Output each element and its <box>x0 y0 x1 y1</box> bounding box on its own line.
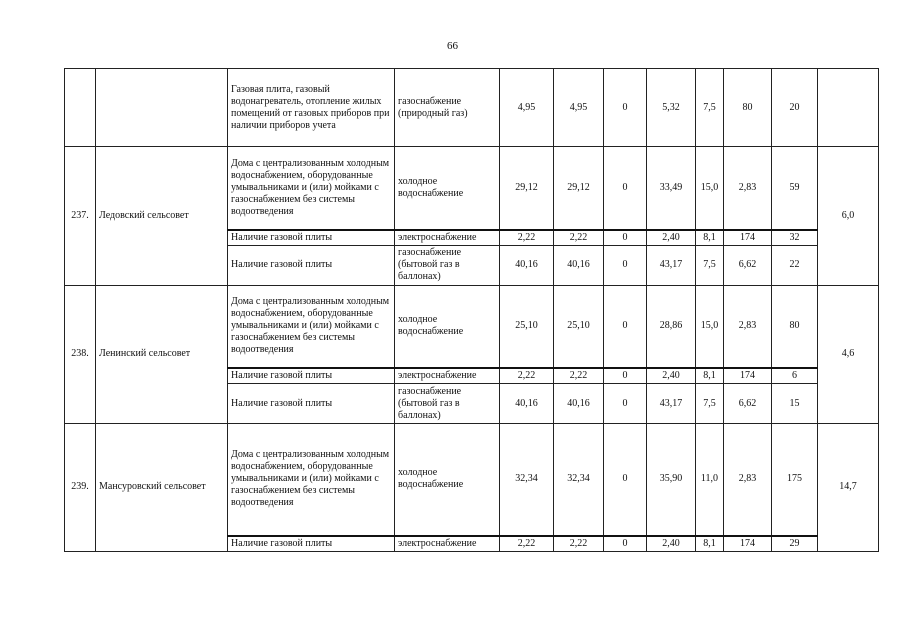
service-cell: газоснабжение (бытовой газ в баллонах) <box>395 384 500 424</box>
value-cell: 8,1 <box>696 368 724 384</box>
value-cell: 0 <box>604 69 647 147</box>
table-row <box>65 424 879 536</box>
value-cell: 2,22 <box>554 230 604 246</box>
table-row <box>65 285 879 368</box>
value-cell: 4,95 <box>500 69 554 147</box>
row-number-cell: 237. <box>65 147 96 286</box>
tariff-table-wrapper <box>64 68 879 552</box>
value-cell: 35,90 <box>647 424 696 536</box>
service-cell: газоснабжение (бытовой газ в баллонах) <box>395 245 500 285</box>
value-cell: 2,22 <box>500 230 554 246</box>
row-number-cell: 239. <box>65 424 96 552</box>
total-cell <box>818 69 879 147</box>
value-cell: 20 <box>772 69 818 147</box>
table-row <box>65 69 879 147</box>
value-cell: 2,22 <box>554 368 604 384</box>
value-cell: 0 <box>604 424 647 536</box>
value-cell: 7,5 <box>696 384 724 424</box>
value-cell: 2,40 <box>647 368 696 384</box>
description-cell: Дома с централизованным холодным водоснабжением, оборудованные умывальниками и (или) мойками с газоснабжением без системы водоотведения <box>228 285 395 368</box>
service-cell: электроснабжение <box>395 230 500 246</box>
value-cell: 32,34 <box>500 424 554 536</box>
service-cell: электроснабжение <box>395 536 500 552</box>
value-cell: 174 <box>724 368 772 384</box>
value-cell: 2,83 <box>724 147 772 230</box>
value-cell: 59 <box>772 147 818 230</box>
value-cell: 80 <box>772 285 818 368</box>
description-cell: Дома с централизованным холодным водоснабжением, оборудованные умывальниками и (или) мойками с газоснабжением без системы водоотведения <box>228 424 395 536</box>
value-cell: 11,0 <box>696 424 724 536</box>
value-cell: 43,17 <box>647 245 696 285</box>
settlement-name-cell <box>96 69 228 147</box>
total-cell: 14,7 <box>818 424 879 552</box>
value-cell: 29,12 <box>554 147 604 230</box>
value-cell: 8,1 <box>696 536 724 552</box>
row-number-cell <box>65 69 96 147</box>
value-cell: 28,86 <box>647 285 696 368</box>
value-cell: 2,22 <box>500 368 554 384</box>
value-cell: 0 <box>604 245 647 285</box>
description-cell: Наличие газовой плиты <box>228 536 395 552</box>
value-cell: 0 <box>604 536 647 552</box>
settlement-name-cell: Мансуровский сельсовет <box>96 424 228 552</box>
value-cell: 29,12 <box>500 147 554 230</box>
value-cell: 0 <box>604 384 647 424</box>
service-cell: газоснабжение (природный газ) <box>395 69 500 147</box>
description-cell: Дома с централизованным холодным водоснабжением, оборудованные умывальниками и (или) мойками с газоснабжением без системы водоотведения <box>228 147 395 230</box>
value-cell: 0 <box>604 230 647 246</box>
value-cell: 175 <box>772 424 818 536</box>
row-number-cell: 238. <box>65 285 96 424</box>
value-cell: 0 <box>604 147 647 230</box>
value-cell: 29 <box>772 536 818 552</box>
value-cell: 25,10 <box>500 285 554 368</box>
service-cell: холодное водоснабжение <box>395 424 500 536</box>
description-cell: Наличие газовой плиты <box>228 368 395 384</box>
value-cell: 7,5 <box>696 69 724 147</box>
description-cell: Наличие газовой плиты <box>228 384 395 424</box>
value-cell: 40,16 <box>554 384 604 424</box>
value-cell: 22 <box>772 245 818 285</box>
description-cell: Наличие газовой плиты <box>228 230 395 246</box>
value-cell: 2,40 <box>647 536 696 552</box>
value-cell: 0 <box>604 285 647 368</box>
value-cell: 40,16 <box>500 245 554 285</box>
service-cell: холодное водоснабжение <box>395 147 500 230</box>
settlement-name-cell: Ленинский сельсовет <box>96 285 228 424</box>
value-cell: 2,40 <box>647 230 696 246</box>
value-cell: 2,83 <box>724 424 772 536</box>
value-cell: 6 <box>772 368 818 384</box>
table-row <box>65 147 879 230</box>
value-cell: 0 <box>604 368 647 384</box>
page-number: 66 <box>447 40 458 52</box>
value-cell: 33,49 <box>647 147 696 230</box>
total-cell: 6,0 <box>818 147 879 286</box>
value-cell: 40,16 <box>500 384 554 424</box>
value-cell: 2,22 <box>500 536 554 552</box>
value-cell: 80 <box>724 69 772 147</box>
value-cell: 15 <box>772 384 818 424</box>
service-cell: холодное водоснабжение <box>395 285 500 368</box>
description-cell: Наличие газовой плиты <box>228 245 395 285</box>
value-cell: 7,5 <box>696 245 724 285</box>
value-cell: 43,17 <box>647 384 696 424</box>
value-cell: 8,1 <box>696 230 724 246</box>
value-cell: 174 <box>724 230 772 246</box>
value-cell: 4,95 <box>554 69 604 147</box>
value-cell: 174 <box>724 536 772 552</box>
value-cell: 32 <box>772 230 818 246</box>
value-cell: 6,62 <box>724 384 772 424</box>
value-cell: 2,83 <box>724 285 772 368</box>
value-cell: 40,16 <box>554 245 604 285</box>
total-cell: 4,6 <box>818 285 879 424</box>
value-cell: 15,0 <box>696 147 724 230</box>
settlement-name-cell: Ледовский сельсовет <box>96 147 228 286</box>
value-cell: 15,0 <box>696 285 724 368</box>
value-cell: 2,22 <box>554 536 604 552</box>
service-cell: электроснабжение <box>395 368 500 384</box>
description-cell: Газовая плита, газовый водонагреватель, отопление жилых помещений от газовых приборов при наличии приборов учета <box>228 69 395 147</box>
tariff-table <box>64 68 879 552</box>
value-cell: 25,10 <box>554 285 604 368</box>
value-cell: 5,32 <box>647 69 696 147</box>
value-cell: 32,34 <box>554 424 604 536</box>
value-cell: 6,62 <box>724 245 772 285</box>
